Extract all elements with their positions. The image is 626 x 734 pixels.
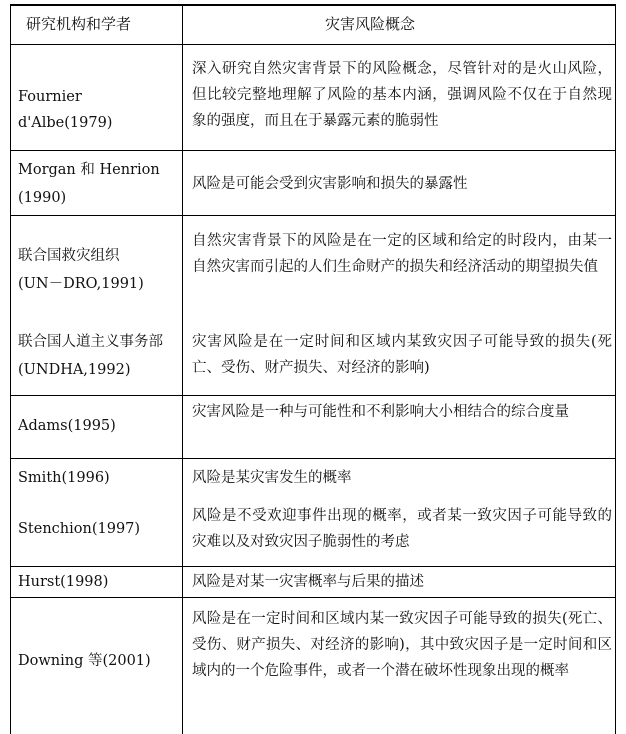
concept-cell: 风险是在一定时间和区域内某一致灾因子可能导致的损失(死亡、受伤、财产损失、对经济的影响)，其中致灾因子是一定时间和区域内的一个危险事件，或者一个潜在破坏性现象出现的概率	[192, 611, 612, 679]
row-divider	[10, 597, 616, 598]
concept-cell: 风险是不受欢迎事件出现的概率，或者某一致灾因子可能导致的灾难以及对致灾因子脆弱性的考虑	[192, 508, 612, 550]
source-cell: Fournier d'Albe(1979)	[18, 89, 113, 131]
source-cell: 联合国救灾组织 (UN－DRO,1991)	[18, 248, 144, 292]
table-header-divider	[10, 44, 616, 45]
concept-cell: 风险是某灾害发生的概率	[192, 470, 352, 486]
concept-cell: 灾害风险是在一定时间和区域内某致灾因子可能导致的损失(死亡、受伤、财产损失、对经济的影响)	[192, 334, 612, 376]
concept-cell: 自然灾害背景下的风险是在一定的区域和给定的时段内，由某一自然灾害而引起的人们生命财产的损失和经济活动的期望损失值	[192, 233, 612, 275]
source-cell: Downing 等(2001)	[18, 653, 151, 669]
header-source: 研究机构和学者	[26, 15, 132, 33]
source-cell: Hurst(1998)	[18, 574, 109, 590]
row-divider	[10, 215, 616, 216]
concept-cell: 风险是对某一灾害概率与后果的描述	[192, 574, 424, 590]
row-divider	[10, 566, 616, 567]
source-cell: 联合国人道主义事务部(UNDHA,1992)	[18, 334, 163, 378]
source-cell: Adams(1995)	[18, 418, 116, 434]
source-cell: Smith(1996)	[18, 470, 110, 486]
table-left-border	[10, 4, 11, 734]
concept-cell: 深入研究自然灾害背景下的风险概念，尽管针对的是火山风险，但比较完整地理解了风险的基本内涵，强调风险不仅在于自然现象的强度，而且在于暴露元素的脆弱性	[192, 61, 612, 129]
table-right-border	[615, 4, 616, 734]
header-concept: 灾害风险概念	[325, 15, 416, 33]
concept-cell: 风险是可能会受到灾害影响和损失的暴露性	[192, 176, 468, 192]
concept-cell: 灾害风险是一种与可能性和不利影响大小相结合的综合度量	[192, 404, 569, 420]
source-cell: Stenchion(1997)	[18, 521, 141, 537]
row-divider	[10, 150, 616, 151]
source-cell: Morgan 和 Henrion (1990)	[18, 162, 160, 206]
table-column-divider	[182, 4, 183, 734]
row-divider	[10, 458, 616, 459]
table-border-top	[10, 4, 616, 6]
row-divider	[10, 395, 616, 396]
